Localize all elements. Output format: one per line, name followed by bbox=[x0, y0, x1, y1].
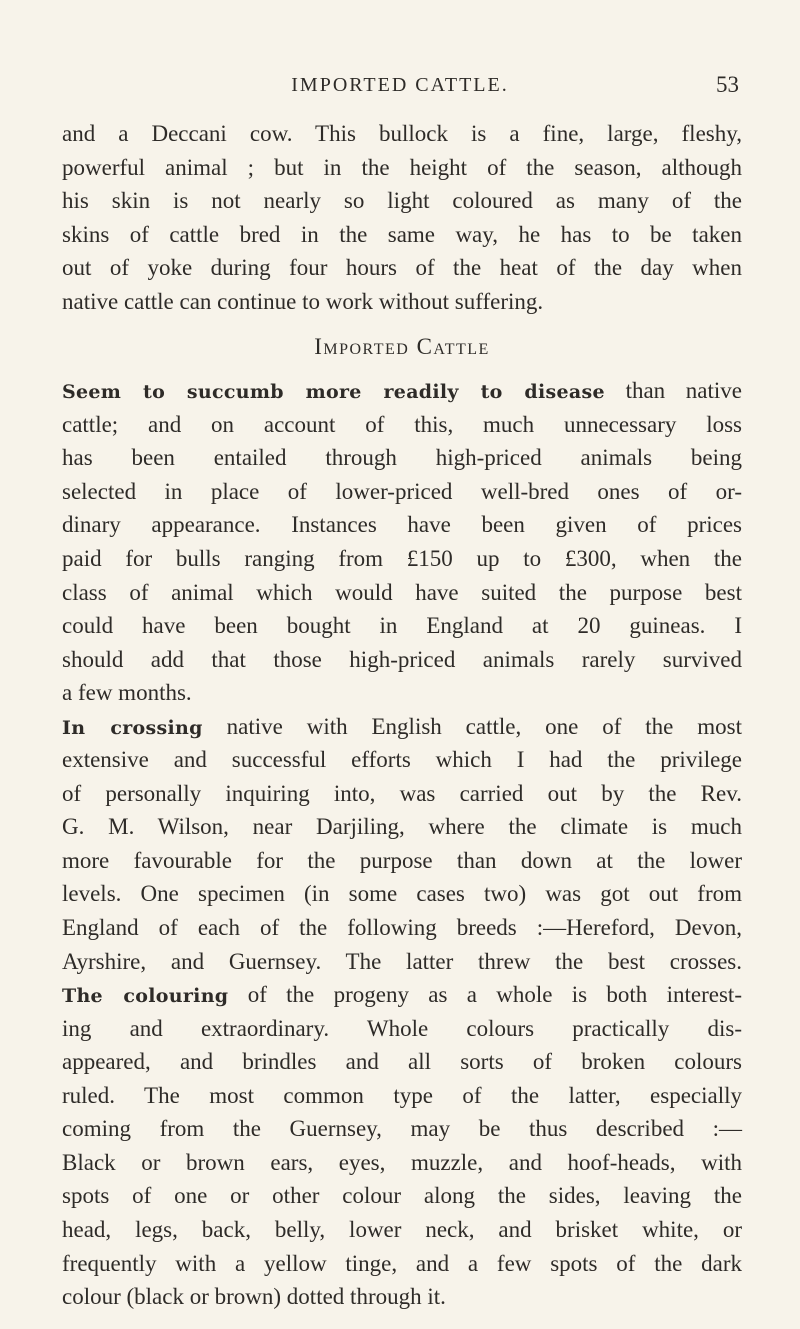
text-line: his skin is not nearly so light coloured as many of the bbox=[62, 188, 742, 214]
text-line: should add that those high-priced animals rarely survived bbox=[62, 646, 742, 672]
text-line: extensive and successful efforts which I had the privilege bbox=[62, 747, 742, 773]
text-line: and a Deccani cow. This bullock is a fine, large, fleshy, bbox=[62, 121, 742, 146]
text-line: out of yoke during four hours of the heat of the day when bbox=[62, 255, 742, 281]
text-line: could have been bought in England at 20 guineas. I bbox=[62, 613, 742, 639]
text-line: of personally inquiring into, was carried out by the Rev. bbox=[62, 780, 742, 806]
text-run: native with English cattle, one of the most bbox=[202, 713, 742, 739]
text-line: ruled. The most common type of the latter, especially bbox=[62, 1082, 742, 1108]
text-run: than native bbox=[604, 378, 742, 404]
text-line: frequently with a yellow tinge, and a few spots of the dark bbox=[62, 1250, 742, 1276]
text-line: powerful animal ; but in the height of the season, although bbox=[62, 154, 742, 180]
text-line: Black or brown ears, eyes, muzzle, and hoof-heads, with bbox=[62, 1149, 742, 1175]
running-head bbox=[0, 72, 800, 102]
text-line bbox=[62, 978, 742, 1012]
text-line: skins of cattle bred in the same way, he has to be taken bbox=[62, 221, 742, 247]
text-line: paid for bulls ranging from £150 up to £300, when the bbox=[62, 546, 742, 572]
paragraph-2 bbox=[62, 374, 742, 709]
section-heading: Imported Cattle bbox=[314, 334, 490, 360]
text-line: spots of one or other colour along the sides, leaving the bbox=[62, 1183, 742, 1209]
text-line bbox=[62, 710, 742, 744]
text-line: more favourable for the purpose than down at the lower bbox=[62, 847, 742, 873]
text-line: England of each of the following breeds :—Hereford, Devon, bbox=[62, 915, 742, 941]
text-line: appeared, and brindles and all sorts of broken colours bbox=[62, 1049, 742, 1075]
text-line: cattle; and on account of this, much unnecessary loss bbox=[62, 411, 742, 437]
text-line: selected in place of lower-priced well-bred ones of or- bbox=[62, 478, 742, 504]
paragraph-4 bbox=[62, 978, 742, 1313]
bold-lead-in: In crossing bbox=[62, 716, 203, 739]
page-number: 53 bbox=[716, 72, 739, 97]
bold-lead-in: Seem to succumb more readily to disease bbox=[62, 381, 605, 404]
text-line bbox=[62, 374, 742, 408]
text-line: coming from the Guernsey, may be thus described :— bbox=[62, 1116, 742, 1142]
text-run: of the progeny as a whole is both interest- bbox=[228, 982, 742, 1008]
paragraph-3 bbox=[62, 710, 742, 978]
body-text bbox=[62, 117, 742, 1314]
running-title: IMPORTED CATTLE. bbox=[291, 74, 509, 96]
text-line: G. M. Wilson, near Darjiling, where the climate is much bbox=[62, 814, 742, 840]
bold-lead-in: The colouring bbox=[62, 985, 229, 1008]
text-line: has been entailed through high-priced animals being bbox=[62, 445, 742, 471]
text-line: native cattle can continue to work without suffering. bbox=[62, 288, 544, 314]
text-line: a few months. bbox=[62, 680, 192, 706]
text-line: head, legs, back, belly, lower neck, and brisket white, or bbox=[62, 1216, 742, 1242]
text-line: class of animal which would have suited the purpose best bbox=[62, 579, 742, 605]
text-line: Ayrshire, and Guernsey. The latter threw the best crosses. bbox=[62, 948, 742, 974]
paragraph-1 bbox=[62, 117, 742, 318]
text-line: ing and extraordinary. Whole colours practically dis- bbox=[62, 1015, 742, 1041]
text-line: dinary appearance. Instances have been given of prices bbox=[62, 512, 742, 538]
text-line: colour (black or brown) dotted through it. bbox=[62, 1284, 446, 1310]
text-line: levels. One specimen (in some cases two) was got out from bbox=[62, 881, 742, 907]
